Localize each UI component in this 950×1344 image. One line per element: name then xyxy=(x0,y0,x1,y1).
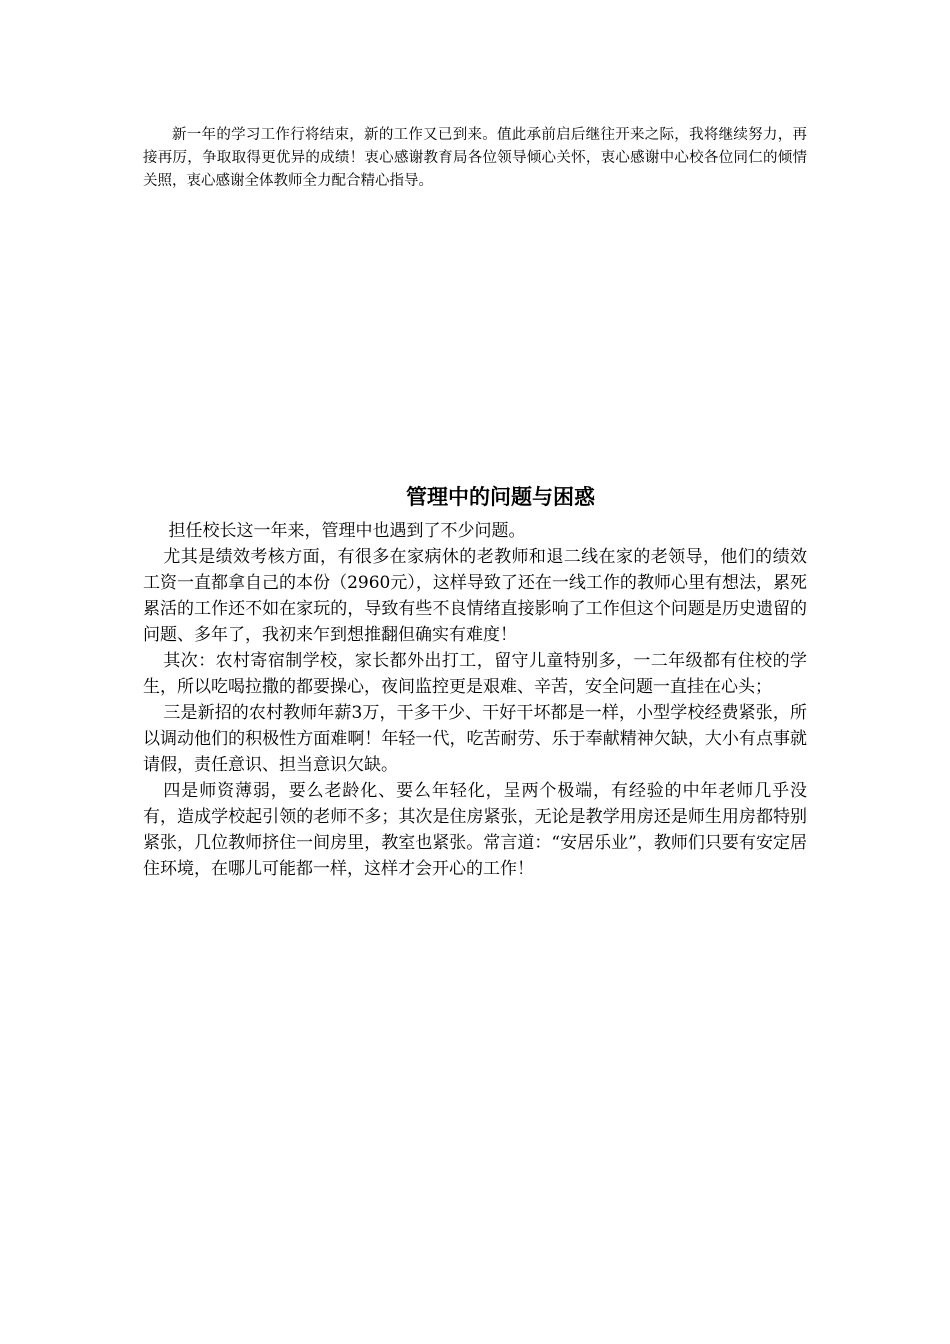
section-body xyxy=(143,518,807,882)
intro-paragraph: 新一年的学习工作行将结束，新的工作又已到来。值此承前启后继往开来之际，我将继续努力，再接再厉，争取取得更优异的成绩！衷心感谢教育局各位领导倾心关怀，衷心感谢中心校各位同仁的倾情关照，衷心感谢全体教师全力配合精心指导。 xyxy=(143,127,807,189)
body-paragraph-1: 担任校长这一年来，管理中也遇到了不少问题。 xyxy=(168,521,526,541)
body-paragraph-4: 三是新招的农村教师年薪3万，干多干少、干好干坏都是一样，小型学校经费紧张，所以调动他们的积极性方面难啊！年轻一代，吃苦耐劳、乐于奉献精神欠缺，大小有点事就请假，责任意识、担当意识欠缺。 xyxy=(143,703,807,775)
body-paragraph-2: 尤其是绩效考核方面，有很多在家病休的老教师和退二线在家的老领导，他们的绩效工资一直都拿自己的本份（2960元），这样导致了还在一线工作的教师心里有想法，累死累活的工作还不如在家玩的，导致有些不良情绪直接影响了工作但这个问题是历史遗留的问题、多年了，我初来乍到想推翻但确实有难度！ xyxy=(143,547,807,645)
body-paragraph-3: 其次：农村寄宿制学校，家长都外出打工，留守儿童特别多，一二年级都有住校的学生，所以吃喝拉撒的都要操心，夜间监控更是艰难、辛苦，安全问题一直挂在心头； xyxy=(143,651,807,697)
section-title: 管理中的问题与困惑 xyxy=(406,485,595,509)
body-paragraph-5: 四是师资薄弱，要么老龄化、要么年轻化，呈两个极端，有经验的中年老师几乎没有，造成学校起引领的老师不多；其次是住房紧张，无论是教学用房还是师生用房都特别紧张，几位教师挤住一间房里，教室也紧张。常言道：“安居乐业”，教师们只要有安定居住环境，在哪儿可能都一样，这样才会开心的工作！ xyxy=(143,781,807,879)
